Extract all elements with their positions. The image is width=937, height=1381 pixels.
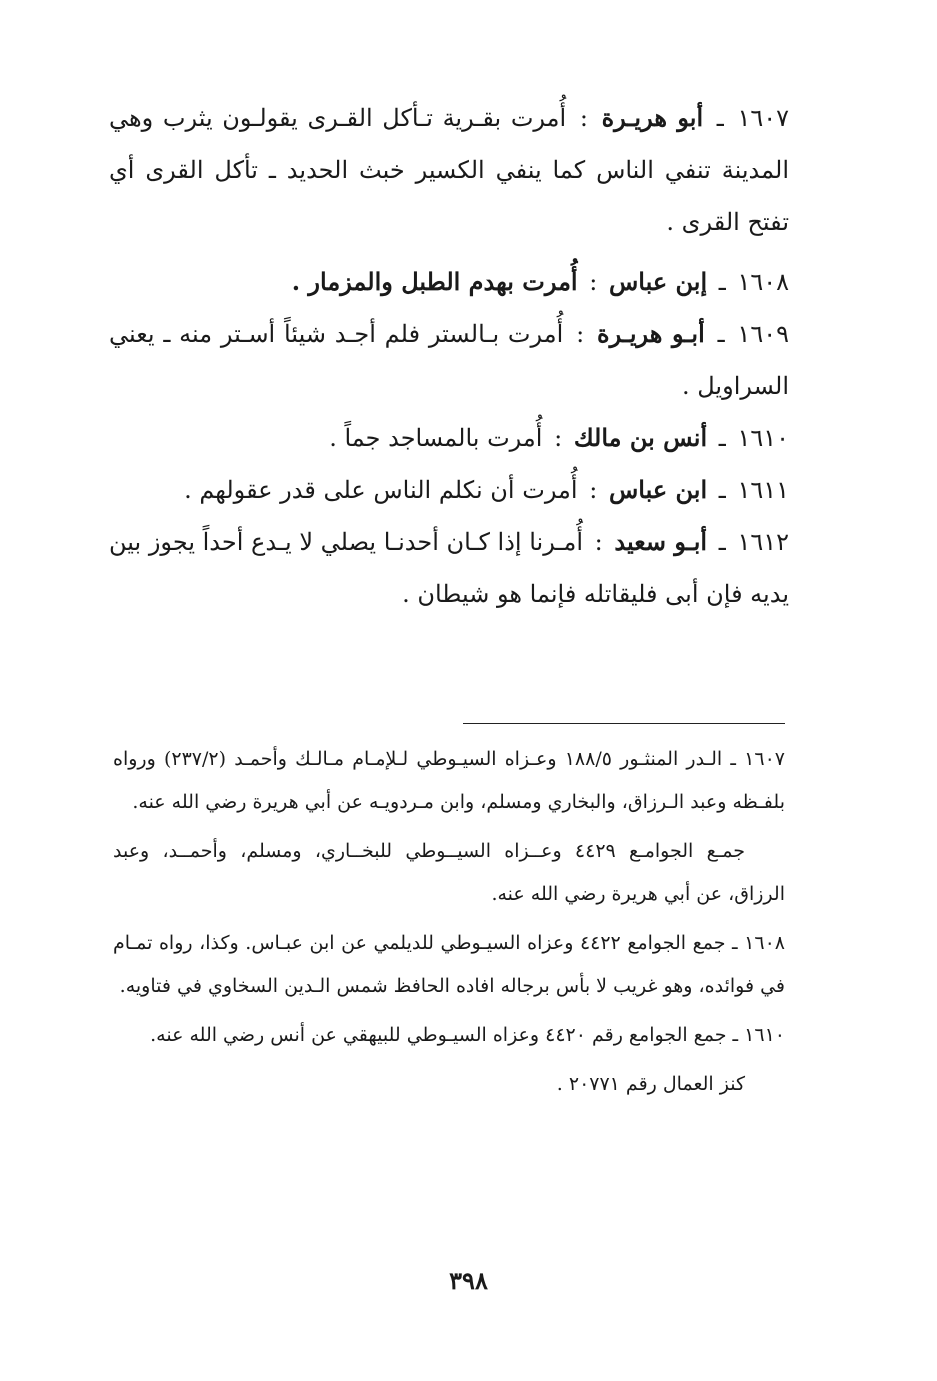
entry-number: ١٦١٢	[737, 528, 790, 556]
entry-number: ١٦٠٩	[737, 320, 789, 348]
footnote-1610-cont: كنز العمال رقم ٢٠٧٧١ .	[556, 1073, 745, 1095]
footnote-1607-cont: جمـع الجوامـع ٤٤٢٩ وعــزاه السيــوطي للبخــاري، ومسلم، وأحمــد، وعبد الرزاق، عن أبي هريرة رضي الله عنه.	[113, 840, 785, 905]
hadith-entry-1607: ١٦٠٧ ـ أبو هريـرة : أُمرت بقـرية تـأكل القـرى يقولـون يثرب وهي المدينة تنفي الناس كما ينفي الكسير خبث الحديد ـ تأكل القرى أي تفتح القرى .	[109, 103, 789, 236]
hadith-entry-1611: ١٦١١ ـ ابن عباس : أُمرت أن نكلم الناس على قدر عقولهم .	[184, 475, 789, 504]
entry-text: أُمرت بالمساجد جماً .	[329, 424, 543, 452]
hadith-list	[109, 92, 789, 620]
entry-narrator: ابن عباس	[608, 475, 708, 504]
hadith-entry-1608: ١٦٠٨ ـ إبن عباس : أُمرت بهدم الطبل والمزمار .	[291, 267, 789, 296]
entry-narrator: أبـو سعيد	[614, 527, 708, 556]
hadith-entry-1609: ١٦٠٩ ـ أبـو هريـرة : أُمرت بـالستر فلم أجـد شيئاً أسـتر منه ـ يعني السراويل .	[109, 319, 789, 400]
footnote-1607: ١٦٠٧ ـ الـدر المنثـور ١٨٨/٥ وعـزاه السيـوطي لـلإمـام مـالـك وأحمـد (٢٣٧/٢) ورواه بلفـظه وعبد الـرزاق، والبخاري ومسلم، وابن مـردويـه عن أبي هريرة رضي الله عنه.	[113, 748, 785, 813]
footnote-1608: ١٦٠٨ ـ جمع الجوامع ٤٤٢٢ وعزاه السيـوطي للديلمي عن ابن عبـاس. وكذا، رواه تمـام في فوائده، وهو غريب لا بأس برجاله افاده الحافظ شمس الـدين السخاوي في فتاويه.	[113, 932, 785, 997]
entry-text: أُمرت بقـرية تـأكل القـرى يقولـون يثرب وهي المدينة تنفي الناس كما ينفي الكسير خبث الحديد ـ تأكل القرى أي تفتح القرى .	[109, 104, 789, 236]
hadith-entry-1612: ١٦١٢ ـ أبـو سعيد : أُمـرنا إذا كـان أحدنـا يصلي لا يـدع أحداً يجوز بين يديه فإن أبى فليقاتله فإنما هو شيطان .	[109, 527, 790, 608]
entry-text: أُمرت بهدم الطبل والمزمار .	[291, 267, 578, 296]
footnote-1610: ١٦١٠ ـ جمع الجوامع رقم ٤٤٢٠ وعزاه السيـوطي للبيهقي عن أنس رضي الله عنه.	[150, 1024, 785, 1046]
hadith-entry-1610: ١٦١٠ ـ أنس بن مالك : أُمرت بالمساجد جماً .	[329, 423, 789, 452]
entry-narrator: أبـو هريـرة	[597, 319, 705, 348]
entry-text: أُمـرنا إذا كـان أحدنـا يصلي لا يـدع أحداً يجوز بين يديه فإن أبى فليقاتله فإنما هو شيطان .	[109, 528, 789, 608]
entry-narrator: إبن عباس	[608, 267, 708, 296]
entry-text: أُمرت أن نكلم الناس على قدر عقولهم .	[184, 476, 578, 504]
entry-narrator: أنس بن مالك	[573, 423, 708, 452]
entry-number: ١٦٠٧	[737, 104, 789, 132]
entry-number: ١٦١٠	[737, 424, 789, 452]
entry-narrator: أبو هريـرة	[601, 103, 704, 132]
entry-text: أُمرت بـالستر فلم أجـد شيئاً أسـتر منه ـ يعني السراويل .	[109, 320, 789, 400]
footnote-divider	[463, 723, 785, 724]
page-number: ٣٩٨	[449, 1266, 488, 1295]
entry-number: ١٦٠٨	[737, 268, 789, 296]
footnotes	[113, 738, 785, 1112]
entry-number: ١٦١١	[737, 476, 789, 504]
